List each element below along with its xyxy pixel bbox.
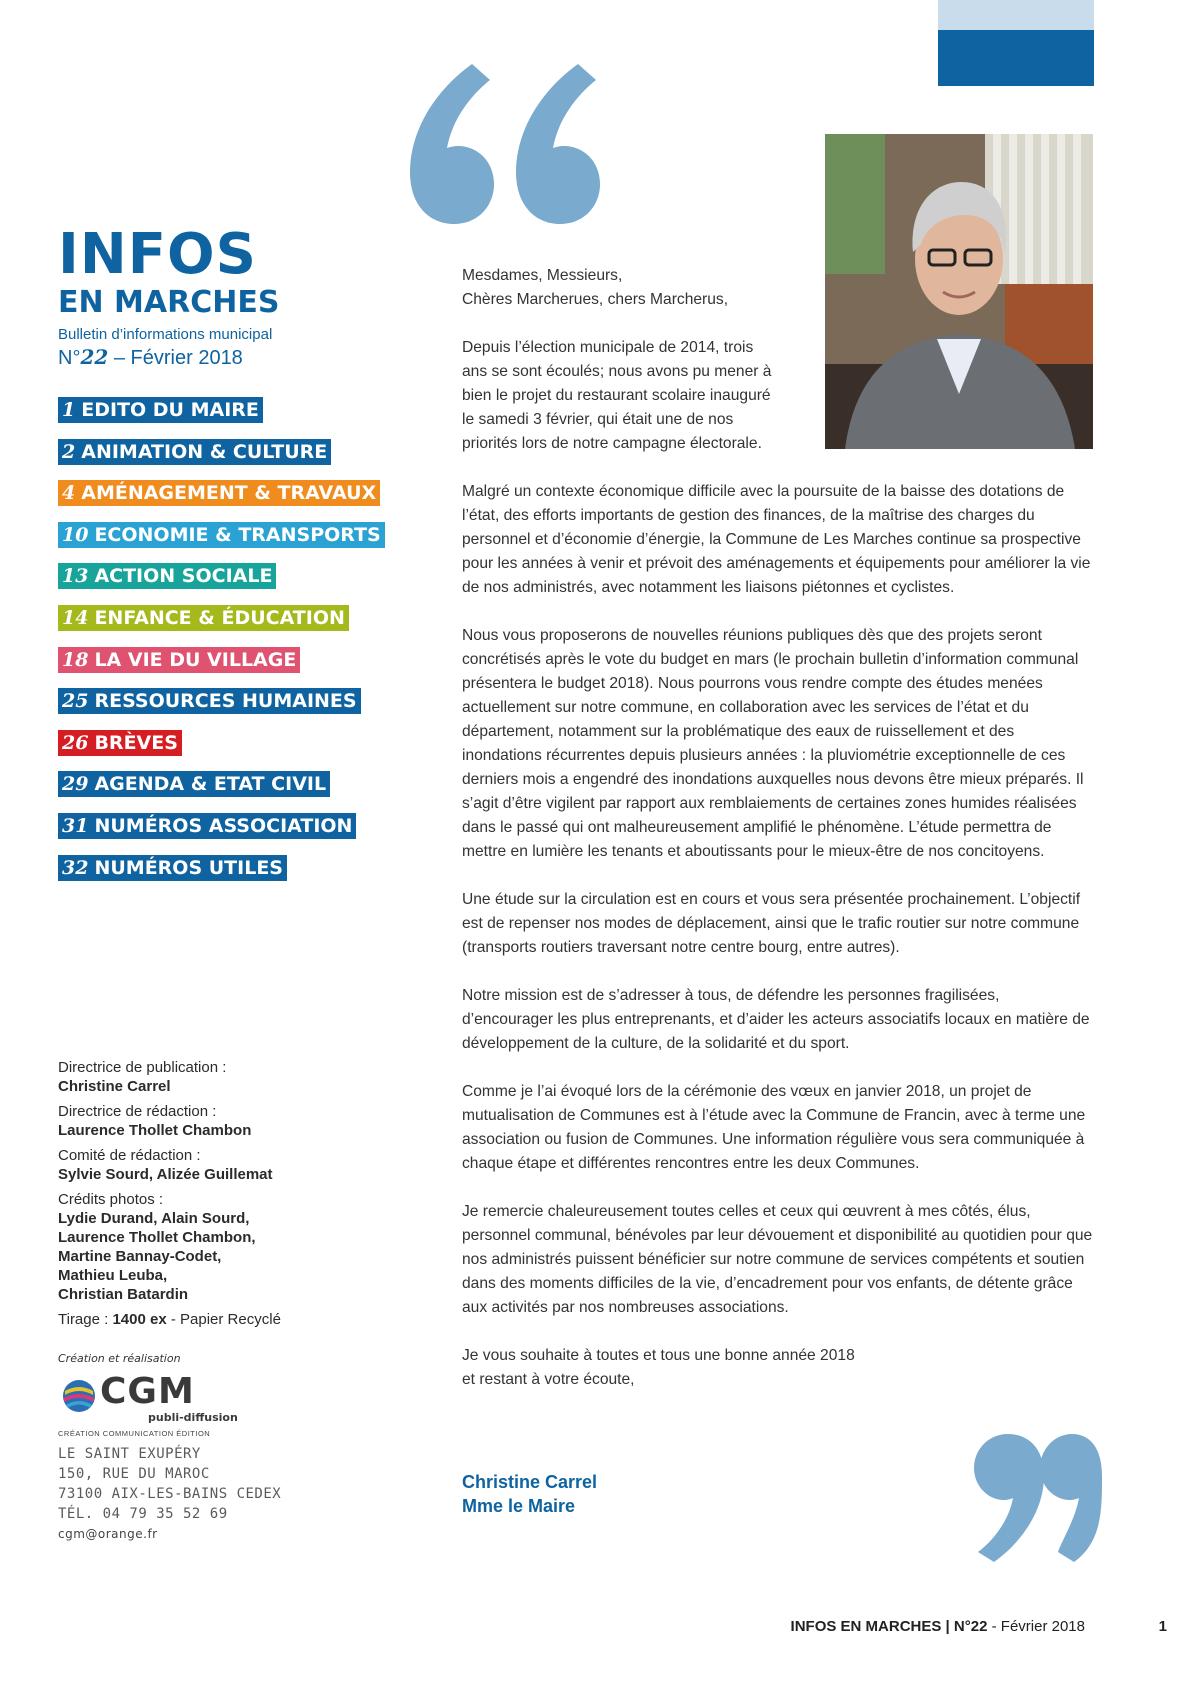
toc-page-number: 32 xyxy=(62,856,89,879)
issue-number: 22 xyxy=(80,345,109,369)
editorial-letter xyxy=(462,264,1094,1416)
footer-publication: INFOS EN MARCHES xyxy=(790,1618,942,1635)
toc-item[interactable] xyxy=(58,855,287,881)
paragraph-7: Je remercie chaleureusement toutes celles et ceux qui œuvrent à mes côtés, élus, personnel communal, bénévoles par leur dévouement et disponibilité au quotidien pour que nos administrés puissent bénéficier sur notre commune de services compétents et soutien dans des moments difficiles de la vie, d’encadrement pour vos enfants, de détente grâce aux activités par nos nombreuses associations. xyxy=(462,1203,1093,1316)
masthead-subtitle: EN MARCHES xyxy=(58,285,280,320)
footer-issue-prefix: N° xyxy=(953,1618,971,1635)
print-run-value: 1400 ex xyxy=(112,1311,167,1328)
toc-label: ANIMATION & CULTURE xyxy=(81,440,328,463)
corner-band-light xyxy=(938,0,1094,30)
closing-line: Je vous souhaite à toutes et tous une bonne année 2018 xyxy=(462,1347,855,1364)
print-run-label: Tirage : xyxy=(58,1311,113,1328)
footer-date: - Février 2018 xyxy=(987,1618,1085,1635)
toc-label: ENFANCE & ÉDUCATION xyxy=(94,607,345,629)
close-quote-icon xyxy=(934,1422,1104,1572)
greeting-line: Mesdames, Messieurs, xyxy=(462,267,623,284)
footer-text xyxy=(791,1618,1085,1635)
toc-page-number: 2 xyxy=(62,440,76,463)
credit-label: Comité de rédaction : xyxy=(58,1147,201,1164)
printer-credit xyxy=(58,1352,268,1438)
paragraph-line: bien le projet du restaurant scolaire inauguré xyxy=(462,387,771,404)
toc-page-number: 13 xyxy=(62,565,89,588)
toc-item[interactable] xyxy=(58,647,300,673)
toc-page-number: 26 xyxy=(62,731,89,754)
toc-item[interactable] xyxy=(58,813,356,839)
toc-label: NUMÉROS UTILES xyxy=(94,856,283,879)
signature-name: Christine Carrel xyxy=(462,1472,598,1492)
toc-label: NUMÉROS ASSOCIATION xyxy=(94,815,353,837)
toc-page-number: 14 xyxy=(62,607,89,629)
toc-page-number: 1 xyxy=(62,399,76,421)
footer-separator: | xyxy=(941,1618,954,1635)
toc-label: AMÉNAGEMENT & TRAVAUX xyxy=(81,482,377,505)
toc-page-number: 10 xyxy=(62,523,89,546)
toc-label: ECONOMIE & TRANSPORTS xyxy=(94,523,381,546)
address-line: LE SAINT EXUPÉRY xyxy=(58,1446,201,1462)
toc-item[interactable] xyxy=(58,605,349,631)
toc-item[interactable] xyxy=(58,522,385,548)
issue-prefix: N° xyxy=(58,347,81,369)
corner-band-dark xyxy=(938,30,1094,86)
printer-email: cgm@orange.fr xyxy=(58,1527,158,1541)
credit-value: Laurence Thollet Chambon xyxy=(58,1122,252,1139)
toc-page-number: 29 xyxy=(62,773,89,796)
page-number: 1 xyxy=(1158,1618,1167,1635)
issue-date: – Février 2018 xyxy=(108,347,243,369)
paragraph-6: Comme je l’ai évoqué lors de la cérémonie des vœux en janvier 2018, un projet de mutualisation de Communes est à l’étude avec la Commune de Francin, avec à terme une association ou fusion de Communes. Une information régulière vous sera communiquée à chaque étape et différentes rencontres entre les deux Communes. xyxy=(462,1083,1086,1172)
paragraph-4: Une étude sur la circulation est en cours et vous sera présentée prochainement. L’objectif est de repenser nos modes de déplacement, ainsi que le trafic routier sur notre commune (transports routiers traversant notre centre bourg, entre autres). xyxy=(462,891,1081,956)
toc-label: LA VIE DU VILLAGE xyxy=(94,648,297,671)
toc-label: BRÈVES xyxy=(94,731,178,754)
cgm-tagline: CRÉATION COMMUNICATION ÉDITION xyxy=(58,1429,211,1438)
credit-value: Christine Carrel xyxy=(58,1078,171,1095)
paragraph-line: le samedi 3 février, qui était une de nos xyxy=(462,411,734,428)
print-run xyxy=(58,1310,281,1329)
credit-photo-name: Mathieu Leuba, xyxy=(58,1267,168,1284)
closing xyxy=(462,1344,1094,1392)
greeting xyxy=(462,264,792,312)
credits xyxy=(58,1058,281,1329)
credit-photo-name: Lydie Durand, Alain Sourd, xyxy=(58,1210,250,1227)
open-quote-icon xyxy=(402,54,612,244)
toc-page-number: 4 xyxy=(62,482,76,505)
toc-item[interactable] xyxy=(58,480,380,506)
credit-photo-name: Martine Bannay-Codet, xyxy=(58,1248,222,1265)
printer-address xyxy=(58,1444,281,1544)
footer-issue-number: 22 xyxy=(970,1618,988,1635)
page-footer xyxy=(0,1618,1191,1638)
toc-page-number: 18 xyxy=(62,648,89,671)
toc-label: AGENDA & ETAT CIVIL xyxy=(94,773,327,796)
paragraph-1 xyxy=(462,336,792,456)
signature xyxy=(462,1470,597,1518)
cgm-subline: publi-diffusion xyxy=(148,1411,238,1424)
paragraph-2: Malgré un contexte économique difficile avec la poursuite de la baisse des dotations de l’état, des efforts importants de gestion des finances, de la maîtrise des charges du personnel et d’économie d’énergie, la Commune de Les Marches continue sa prospective pour les années à venir et prévoit des aménagements et équipements pour améliorer la vie de nos administrés, avec notamment les liaisons piétonnes et cyclistes. xyxy=(462,483,1091,596)
toc-item[interactable] xyxy=(58,563,276,589)
masthead-issue xyxy=(58,345,279,370)
printer-heading: Création et réalisation xyxy=(58,1352,181,1365)
toc-page-number: 25 xyxy=(62,690,89,713)
paragraph-3: Nous vous proposerons de nouvelles réunions publiques dès que des projets seront concrétisés après le vote du budget en mars (le prochain bulletin d’information communal présentera le budget 2018). Nous pourrons vous rendre compte des études menées actuellement sur notre commune, en collaboration avec les services de l’état et du département, notamment sur la problématique des eaux de ruissellement et des inondations récurrentes depuis plusieurs années : la pluviométrie exceptionnelle de ces derniers mois a engendré des inondations auxquelles nous devons être mieux préparés. Il s’agit d’être vigilent par rapport aux remblaiements de certaines zones humides réalisées dans le passé qui ont malheureusement amplifié le phénomène. L’étude permettra de mettre en lumière les tenants et aboutissants pour le mieux-être de nos concitoyens. xyxy=(462,627,1084,860)
toc-label: EDITO DU MAIRE xyxy=(81,399,259,421)
credit-label: Directrice de rédaction : xyxy=(58,1103,217,1120)
paragraph-line: Depuis l’élection municipale de 2014, trois xyxy=(462,339,754,356)
cgm-logo xyxy=(58,1371,268,1427)
toc-item[interactable] xyxy=(58,688,361,714)
credit-photo-name: Christian Batardin xyxy=(58,1286,189,1303)
masthead-bulletin: Bulletin d’informations municipal xyxy=(58,326,273,343)
toc-label: ACTION SOCIALE xyxy=(94,565,273,588)
masthead-title: INFOS xyxy=(58,222,257,287)
toc-item[interactable] xyxy=(58,730,182,756)
address-line: TÉL. 04 79 35 52 69 xyxy=(58,1506,228,1522)
toc-item[interactable] xyxy=(58,771,330,797)
paragraph-line: priorités lors de notre campagne électorale. xyxy=(462,435,762,452)
address-line: 150, RUE DU MAROC xyxy=(58,1466,210,1482)
signature-title: Mme le Maire xyxy=(462,1496,576,1516)
cgm-wordmark: CGM xyxy=(100,1371,195,1412)
toc-item[interactable] xyxy=(58,439,331,465)
closing-line: et restant à votre écoute, xyxy=(462,1371,635,1388)
address-line: 73100 AIX-LES-BAINS CEDEX xyxy=(58,1486,282,1502)
cgm-globe-icon xyxy=(62,1379,96,1413)
toc-page-number: 31 xyxy=(62,815,89,837)
print-run-suffix: - Papier Recyclé xyxy=(166,1311,281,1328)
paragraph-5: Notre mission est de s’adresser à tous, de défendre les personnes fragilisées, d’encourager les plus entreprenants, et d’aider les acteurs associatifs locaux en matière de développement de la culture, de la solidarité et du sport. xyxy=(462,987,1090,1052)
greeting-line: Chères Marcherues, chers Marcherus, xyxy=(462,291,729,308)
paragraph-line: ans se sont écoulés; nous avons pu mener à xyxy=(462,363,772,380)
toc-label: RESSOURCES HUMAINES xyxy=(94,690,357,713)
credit-value: Sylvie Sourd, Alizée Guillemat xyxy=(58,1166,273,1183)
toc-item[interactable] xyxy=(58,397,263,423)
masthead xyxy=(58,222,280,370)
credit-label: Crédits photos : xyxy=(58,1191,164,1208)
credit-label: Directrice de publication : xyxy=(58,1059,227,1076)
credit-photo-name: Laurence Thollet Chambon, xyxy=(58,1229,256,1246)
